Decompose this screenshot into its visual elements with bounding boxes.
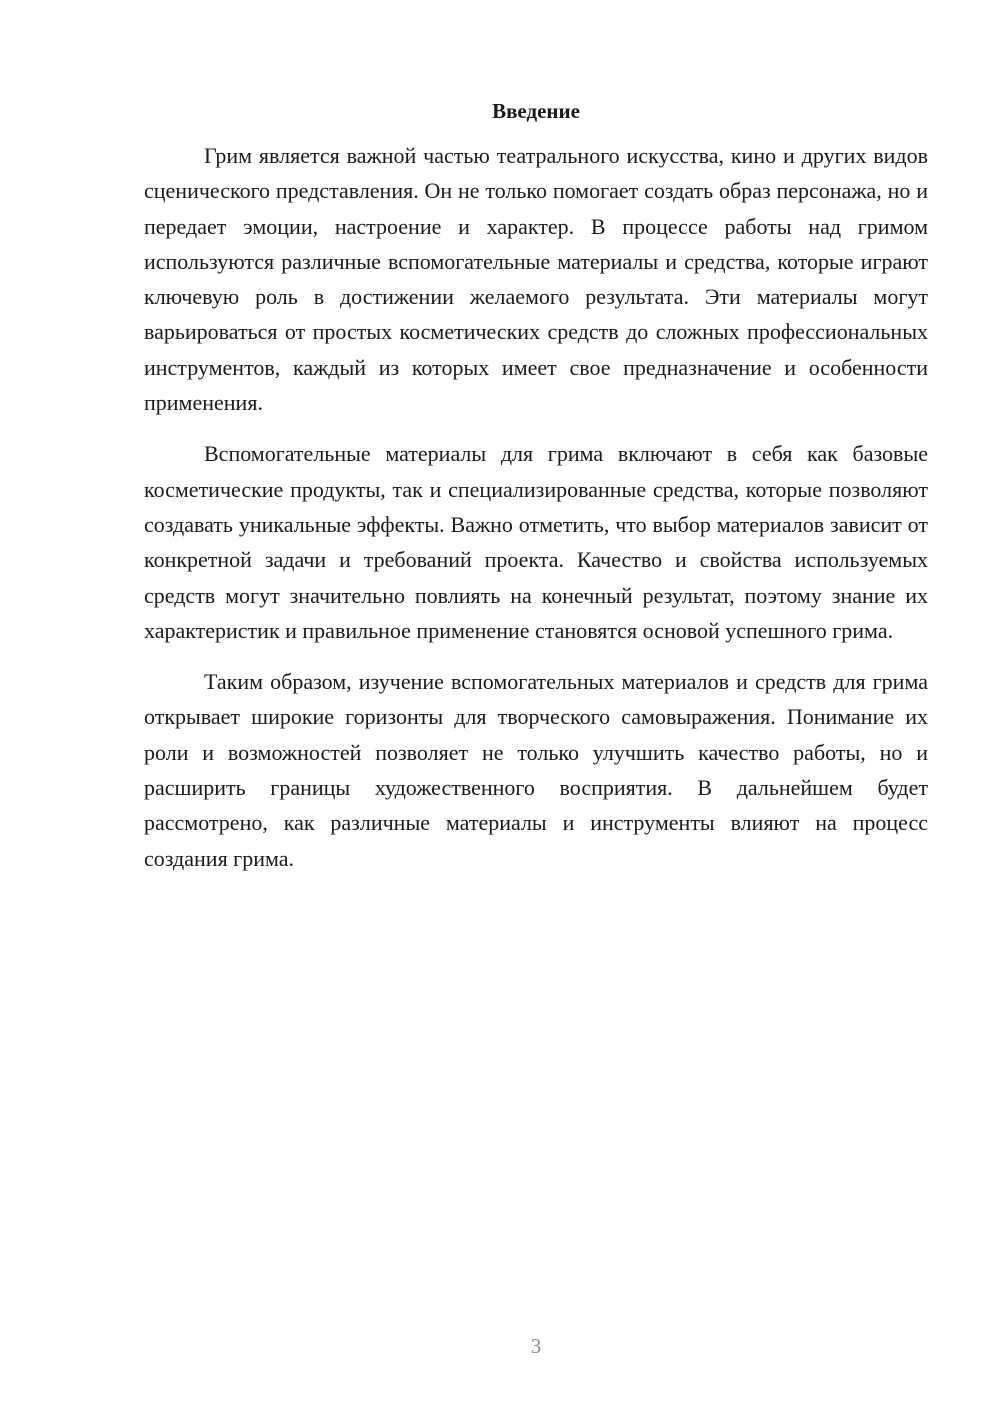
section-title: Введение <box>492 99 580 123</box>
page-number: 3 <box>530 1334 542 1358</box>
paragraph-3: Таким образом, изучение вспомогательных материалов и средств для грима открывает широкие горизонты для творческого самовыражения. Понимание их роли и возможностей позволяет не только улучшить качество работы, но и расширить границы художественного восприятия. В дальнейшем будет рассмотрено, как различные материалы и инструменты влияют на процесс создания грима. <box>144 669 928 871</box>
paragraph-2: Вспомогательные материалы для грима включают в себя как базовые косметические продукты, так и специализированные средства, которые позволяют создавать уникальные эффекты. Важно отметить, что выбор материалов зависит от конкретной задачи и требований проекта. Качество и свойства используемых средств могут значительно повлиять на конечный результат, поэтому знание их характеристик и правильное применение становятся основой успешного грима. <box>144 441 928 643</box>
paragraph-1: Грим является важной частью театрального искусства, кино и других видов сценического представления. Он не только помогает создать образ персонажа, но и передает эмоции, настроение и характер. В процессе работы над гримом используются различные вспомогательные материалы и средства, которые играют ключевую роль в достижении желаемого результата. Эти материалы могут варьироваться от простых косметических средств до сложных профессиональных инструментов, каждый из которых имеет свое предназначение и особенности применения. <box>144 143 928 416</box>
page-content <box>144 96 928 892</box>
